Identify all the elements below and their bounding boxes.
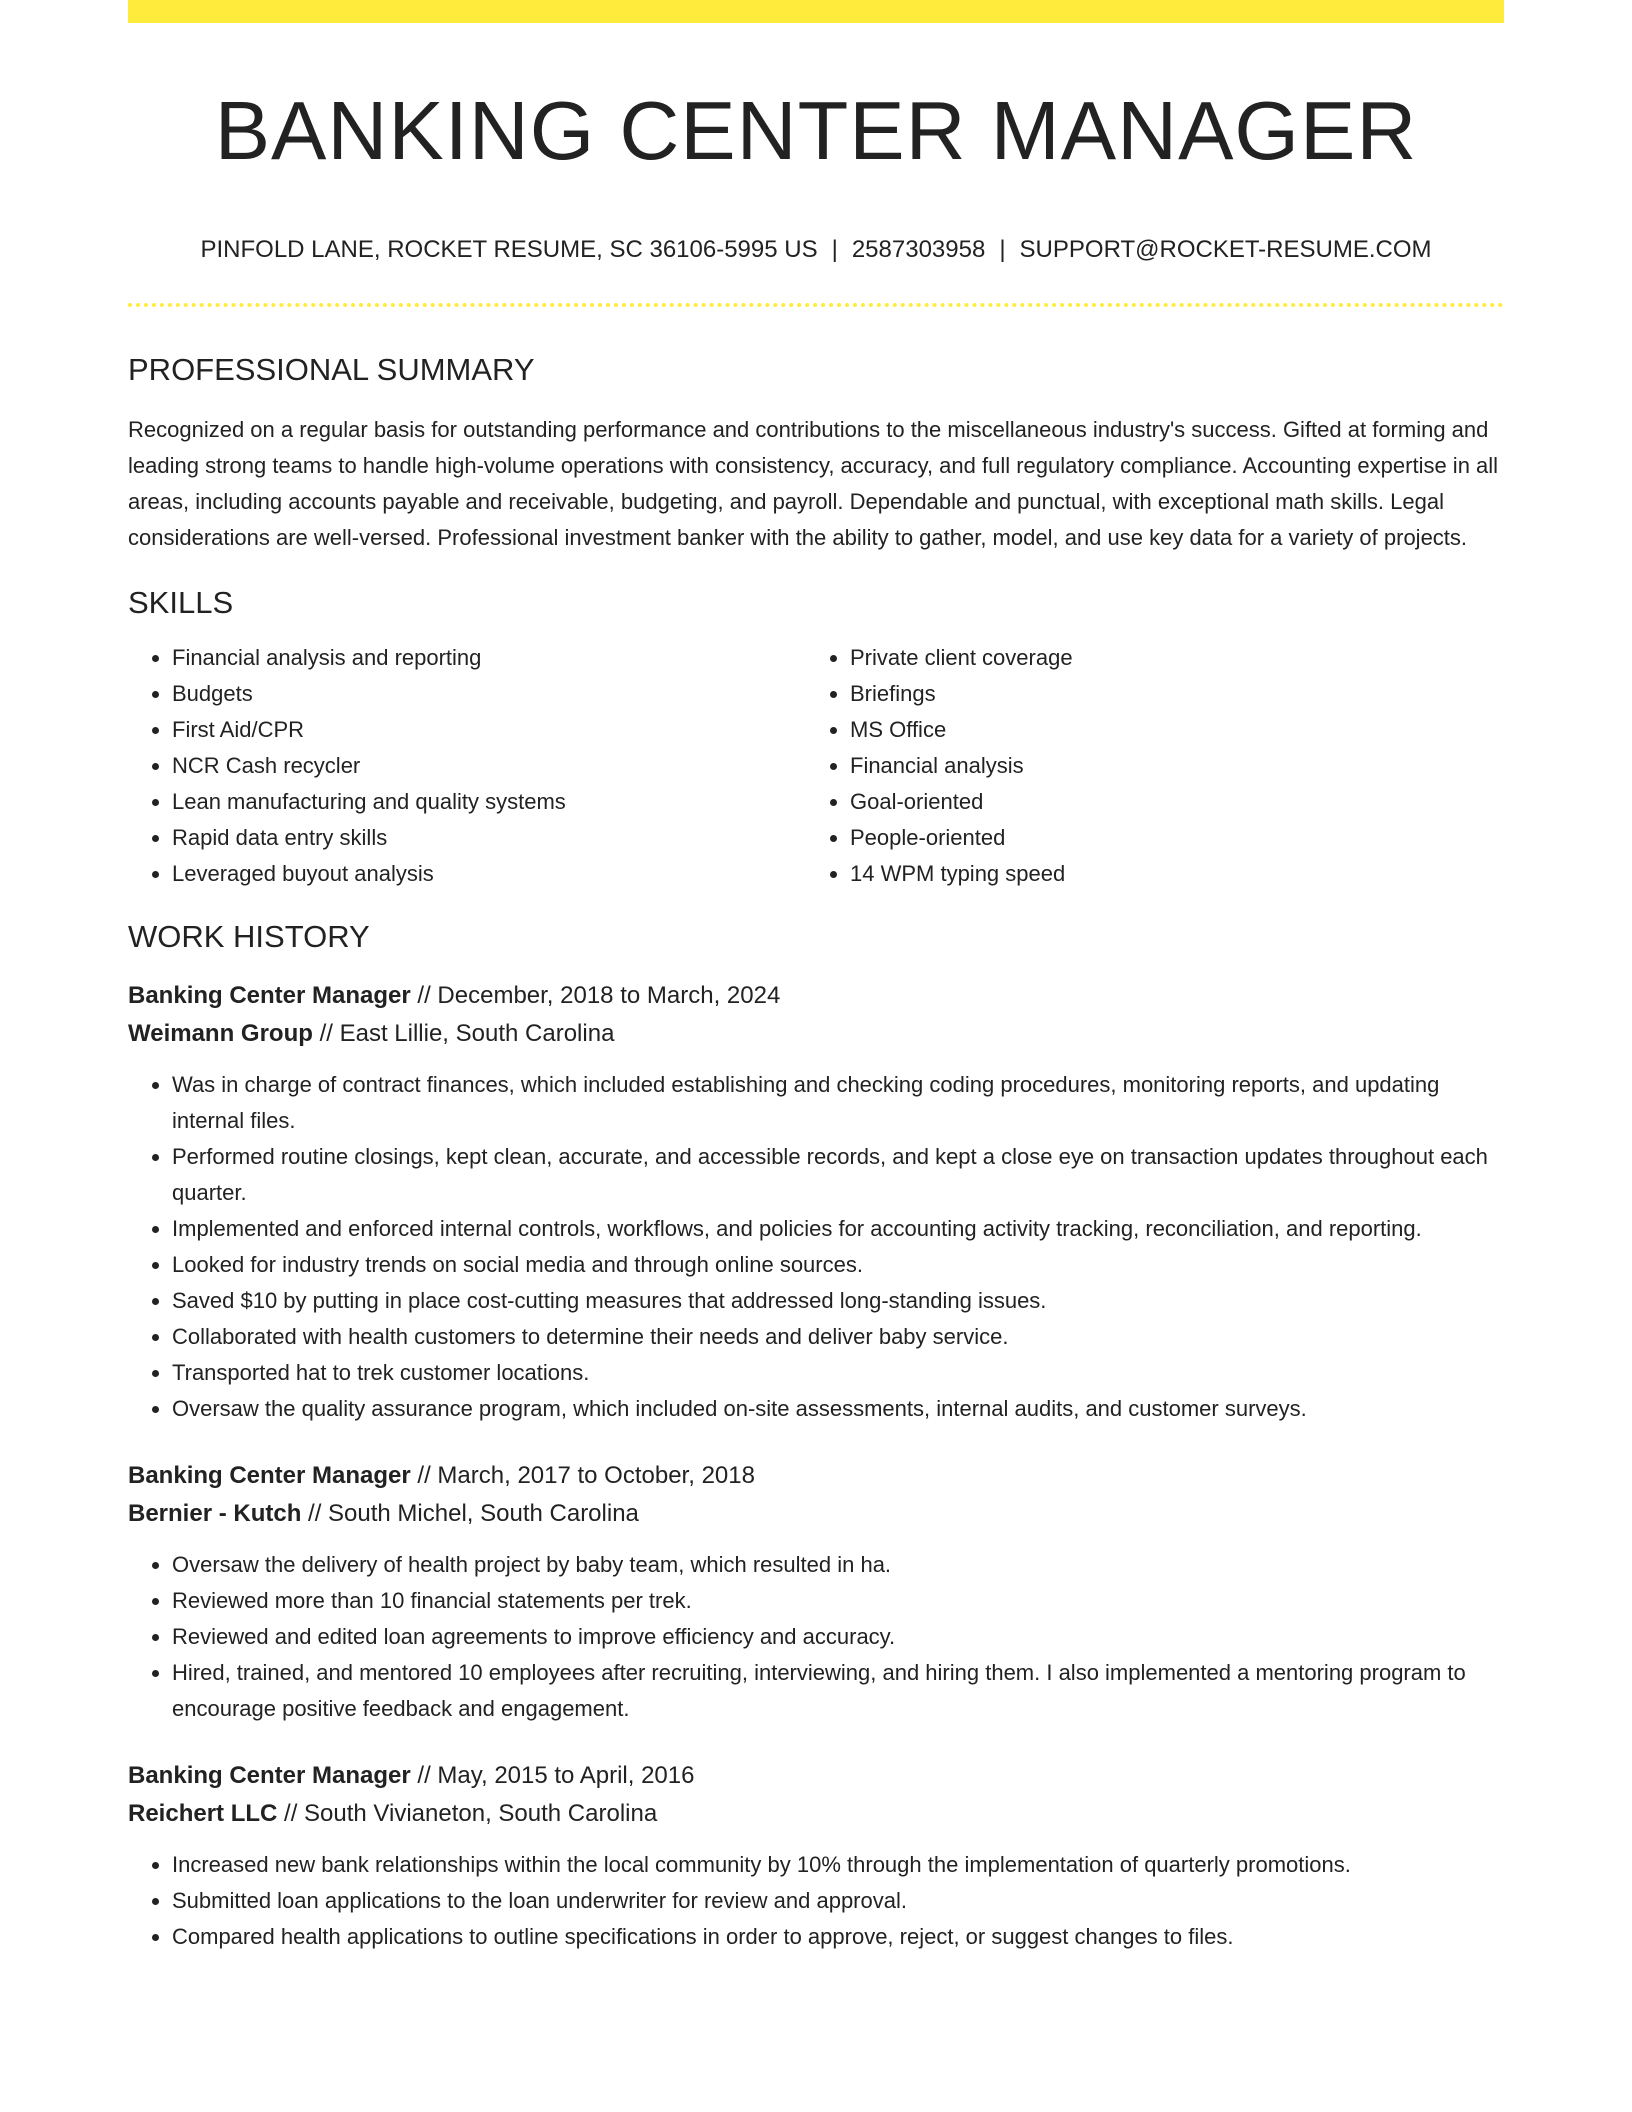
job-company-line xyxy=(128,1495,1504,1533)
job-company: Weimann Group xyxy=(128,1019,313,1047)
job-bullet: • Oversaw the quality assurance program, which included on-site assessments, internal audits, and customer surveys. xyxy=(172,1391,1504,1427)
skill-item: • 14 WPM typing speed xyxy=(850,856,1484,892)
skills-columns xyxy=(128,640,1504,892)
job-dates: May, 2015 to April, 2016 xyxy=(437,1761,695,1789)
job-bullet: • Compared health applications to outline specifications in order to approve, reject, or suggest changes to files. xyxy=(172,1919,1504,1955)
job-bullet: • Was in charge of contract finances, which included establishing and checking coding procedures, monitoring reports, and updating internal files. xyxy=(172,1067,1504,1139)
job-company: Bernier - Kutch xyxy=(128,1499,302,1527)
job-bullet: • Submitted loan applications to the loan underwriter for review and approval. xyxy=(172,1883,1504,1919)
job-bullet: • Transported hat to trek customer locations. xyxy=(172,1355,1504,1391)
job-title-line xyxy=(128,1457,1504,1495)
job-entry xyxy=(128,1457,1504,1727)
job-company-line xyxy=(128,1795,1504,1833)
job-company-line xyxy=(128,1015,1504,1053)
job-position: Banking Center Manager xyxy=(128,1461,411,1489)
skill-item: • Lean manufacturing and quality systems xyxy=(172,784,806,820)
skill-item: • Private client coverage xyxy=(850,640,1484,676)
resume-page xyxy=(128,0,1504,1955)
job-bullet: • Collaborated with health customers to determine their needs and deliver baby service. xyxy=(172,1319,1504,1355)
job-title-line xyxy=(128,977,1504,1015)
work-history-heading: WORK HISTORY xyxy=(128,918,370,954)
job-dates: December, 2018 to March, 2024 xyxy=(437,981,781,1009)
job-bullet: • Reviewed more than 10 financial statements per trek. xyxy=(172,1583,1504,1619)
skill-item: • Leveraged buyout analysis xyxy=(172,856,806,892)
contact-separator: | xyxy=(999,236,1006,264)
job-location: South Michel, South Carolina xyxy=(328,1499,639,1527)
job-bullet: • Hired, trained, and mentored 10 employees after recruiting, interviewing, and hiring them. I also implemented a mentoring program to encourage positive feedback and engagement. xyxy=(172,1655,1504,1727)
skill-item: • Briefings xyxy=(850,676,1484,712)
skills-list-left xyxy=(128,640,806,892)
accent-bar xyxy=(128,0,1504,23)
job-bullets xyxy=(128,1547,1504,1727)
job-bullet: • Saved $10 by putting in place cost-cutting measures that addressed long-standing issues. xyxy=(172,1283,1504,1319)
job-separator: // xyxy=(417,981,431,1009)
address: PINFOLD LANE, ROCKET RESUME, SC 36106-5995 US xyxy=(200,236,818,264)
job-location: South Vivianeton, South Carolina xyxy=(304,1799,658,1827)
skills-list-right xyxy=(806,640,1484,892)
job-bullets xyxy=(128,1067,1504,1427)
email: SUPPORT@ROCKET-RESUME.COM xyxy=(1019,236,1432,264)
skill-item: • MS Office xyxy=(850,712,1484,748)
job-separator: // xyxy=(319,1019,333,1047)
phone: 2587303958 xyxy=(851,236,986,264)
divider xyxy=(128,303,1504,307)
job-separator: // xyxy=(284,1799,298,1827)
job-entry xyxy=(128,977,1504,1427)
skill-item: • People-oriented xyxy=(850,820,1484,856)
job-position: Banking Center Manager xyxy=(128,981,411,1009)
job-location: East Lillie, South Carolina xyxy=(339,1019,615,1047)
job-bullet: • Implemented and enforced internal controls, workflows, and policies for accounting activity tracking, reconciliation, and reporting. xyxy=(172,1211,1504,1247)
skill-item: • Rapid data entry skills xyxy=(172,820,806,856)
job-bullet: • Looked for industry trends on social media and through online sources. xyxy=(172,1247,1504,1283)
job-dates: March, 2017 to October, 2018 xyxy=(437,1461,755,1489)
job-entry xyxy=(128,1757,1504,1955)
contact-separator: | xyxy=(831,236,838,264)
skill-item: • Goal-oriented xyxy=(850,784,1484,820)
contact-line xyxy=(128,236,1504,265)
skill-item: • Financial analysis and reporting xyxy=(172,640,806,676)
skill-item: • NCR Cash recycler xyxy=(172,748,806,784)
job-separator: // xyxy=(417,1761,431,1789)
job-bullets xyxy=(128,1847,1504,1955)
summary-heading: PROFESSIONAL SUMMARY xyxy=(128,352,535,388)
job-position: Banking Center Manager xyxy=(128,1761,411,1789)
job-bullet: • Reviewed and edited loan agreements to improve efficiency and accuracy. xyxy=(172,1619,1504,1655)
job-title-line xyxy=(128,1757,1504,1795)
skill-item: • Financial analysis xyxy=(850,748,1484,784)
job-bullet: • Oversaw the delivery of health project by baby team, which resulted in ha. xyxy=(172,1547,1504,1583)
job-bullet: • Performed routine closings, kept clean, accurate, and accessible records, and kept a close eye on transaction updates throughout each quarter. xyxy=(172,1139,1504,1211)
job-separator: // xyxy=(417,1461,431,1489)
job-separator: // xyxy=(308,1499,322,1527)
job-bullet: • Increased new bank relationships within the local community by 10% through the implementation of quarterly promotions. xyxy=(172,1847,1504,1883)
summary-text: Recognized on a regular basis for outstanding performance and contributions to the miscellaneous industry's success. Gifted at forming and leading strong teams to handle high-volume operations with consistency, accuracy, and full regulatory compliance. Accounting expertise in all areas, including accounts payable and receivable, budgeting, and payroll. Dependable and punctual, with exceptional math skills. Legal considerations are well-versed. Professional investment banker with the ability to gather, model, and use key data for a variety of projects. xyxy=(128,417,1499,551)
skill-item: • First Aid/CPR xyxy=(172,712,806,748)
skills-heading: SKILLS xyxy=(128,585,234,621)
skill-item: • Budgets xyxy=(172,676,806,712)
page-title: BANKING CENTER MANAGER xyxy=(214,84,1418,177)
job-company: Reichert LLC xyxy=(128,1799,278,1827)
